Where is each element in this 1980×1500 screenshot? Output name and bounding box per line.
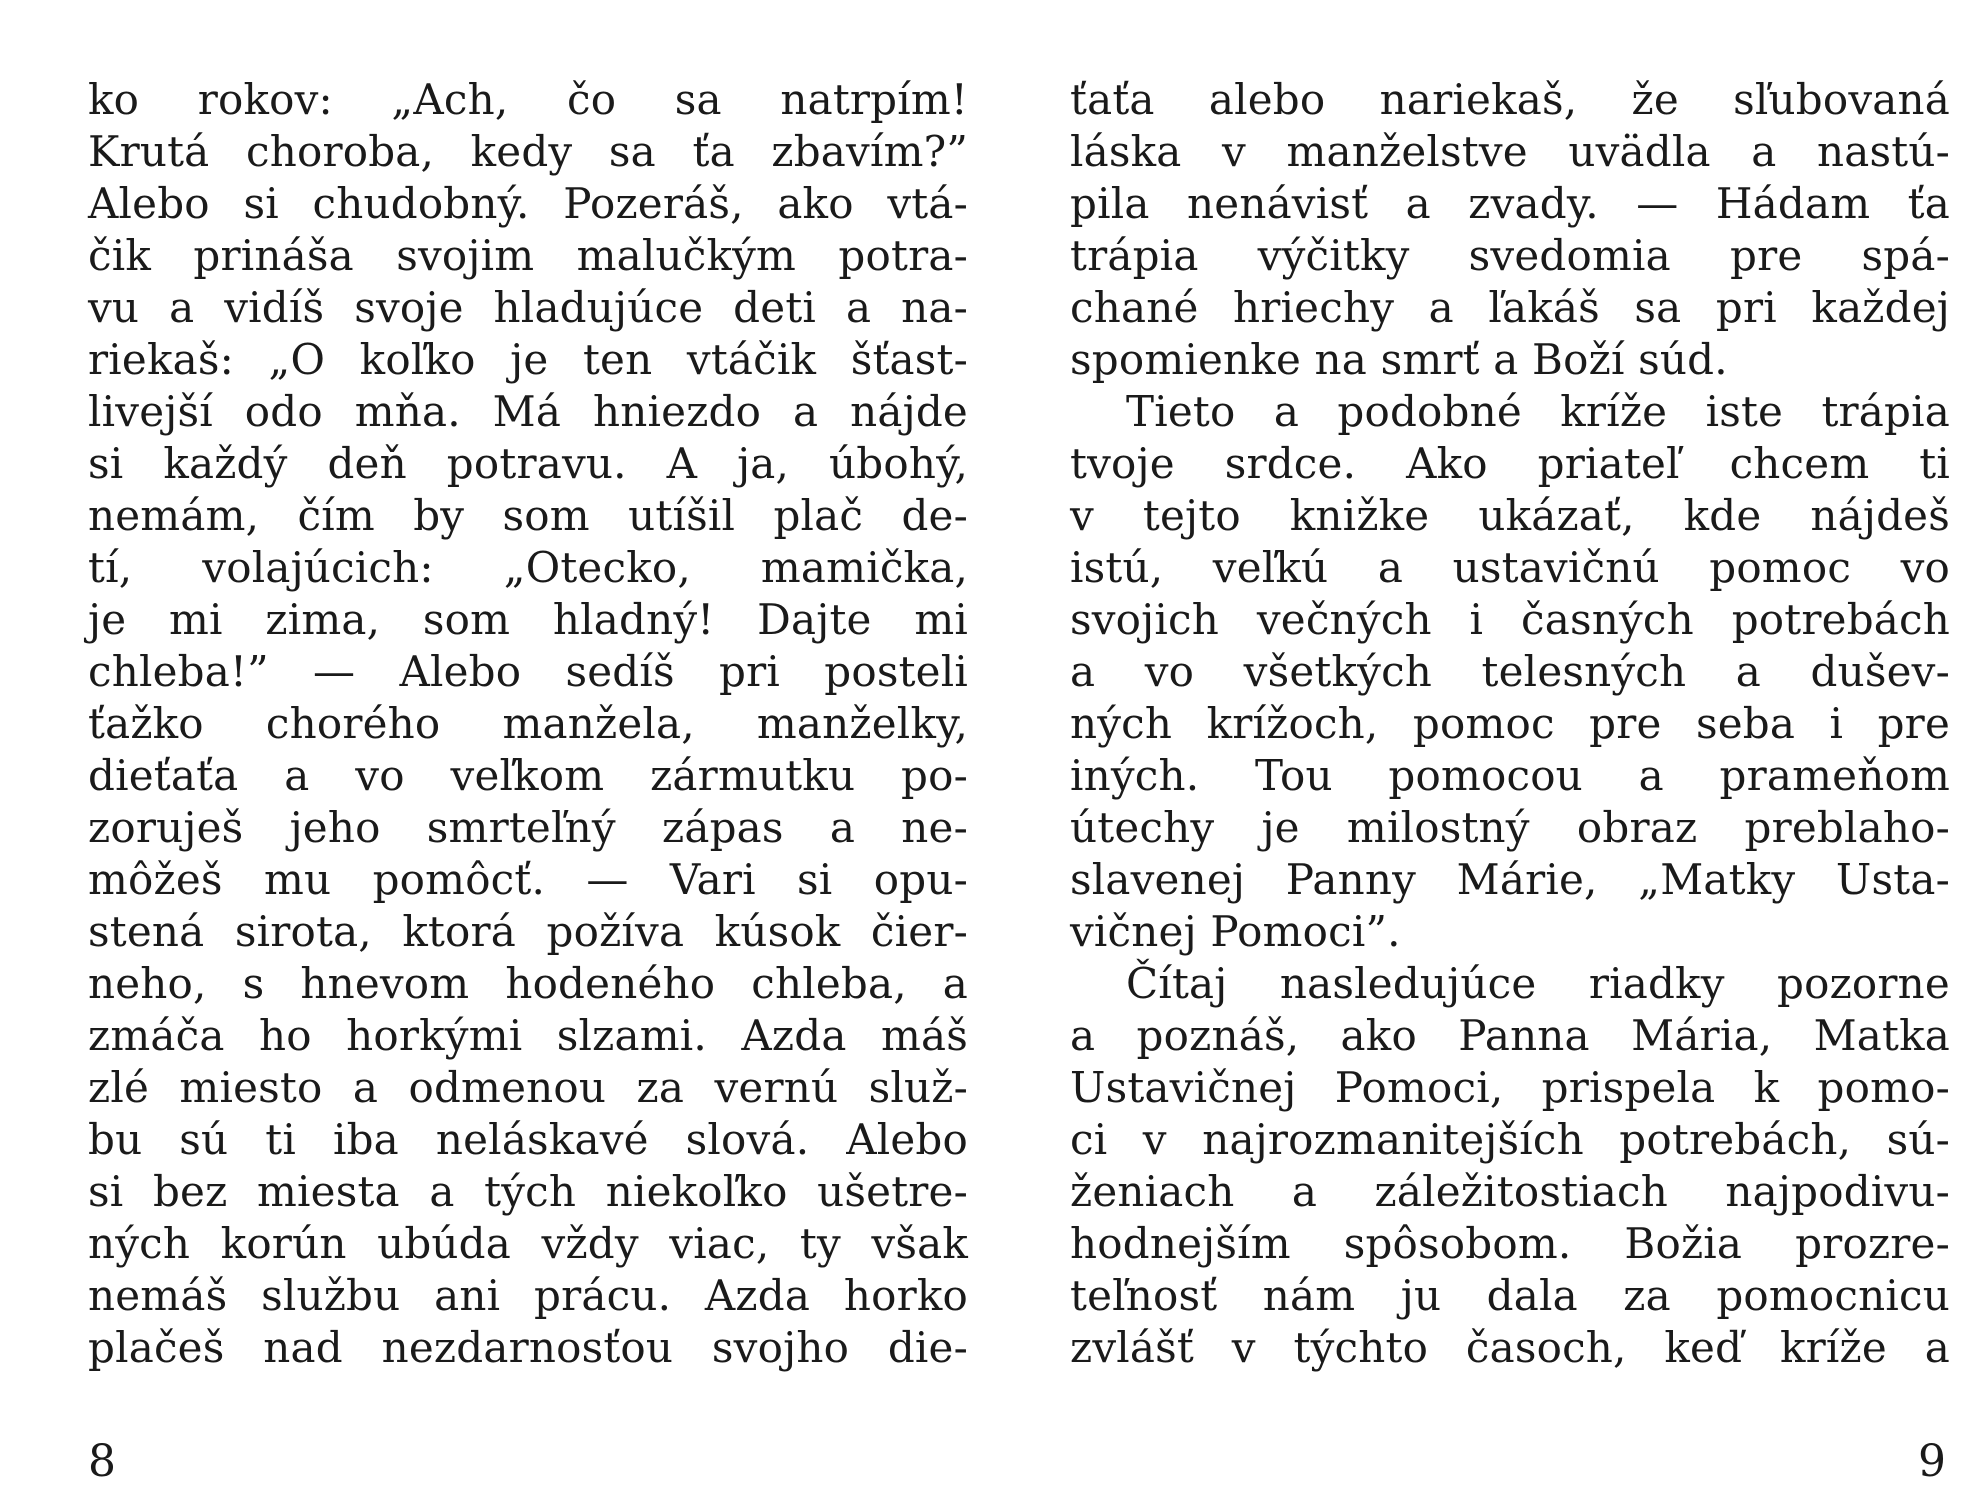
text-line: bu sú ti iba neláskavé slová. Alebo (88, 1115, 968, 1164)
text-line: ťaťa alebo nariekaš, že sľubovaná (1070, 75, 1950, 124)
text-line: zmáča ho horkými slzami. Azda máš (88, 1011, 968, 1060)
text-line: ťažko chorého manžela, manželky, (88, 699, 968, 748)
text-line: zvlášť v týchto časoch, keď kríže a (1070, 1323, 1950, 1372)
text-line: vičnej Pomoci”. (1070, 907, 1401, 956)
text-line: Krutá choroba, kedy sa ťa zbavím?” (88, 127, 968, 176)
text-line: ných krížoch, pomoc pre seba i pre (1070, 699, 1950, 748)
text-line: vu a vidíš svoje hladujúce deti a na- (88, 283, 968, 332)
text-line: nemám, čím by som utíšil plač de- (88, 491, 968, 540)
text-line: spomienke na smrť a Boží súd. (1070, 335, 1728, 384)
text-line: chané hriechy a ľakáš sa pri každej (1070, 283, 1950, 332)
text-line: a poznáš, ako Panna Mária, Matka (1070, 1011, 1950, 1060)
text-line: si bez miesta a tých niekoľko ušetre- (88, 1167, 968, 1216)
text-line: tvoje srdce. Ako priateľ chcem ti (1070, 439, 1950, 488)
text-line: a vo všetkých telesných a dušev- (1070, 647, 1950, 696)
text-line: dieťaťa a vo veľkom zármutku po- (88, 751, 968, 800)
text-line: slavenej Panny Márie, „Matky Usta- (1070, 855, 1950, 904)
text-line: láska v manželstve uvädla a nastú- (1070, 127, 1950, 176)
text-line: tí, volajúcich: „Otecko, mamička, (88, 543, 968, 592)
text-line: ci v najrozmanitejších potrebách, sú- (1070, 1115, 1950, 1164)
text-line: iných. Tou pomocou a prameňom (1070, 751, 1950, 800)
text-line: svojich večných i časných potrebách (1070, 595, 1950, 644)
text-line: stená sirota, ktorá požíva kúsok čier- (88, 907, 968, 956)
text-line: Čítaj nasledujúce riadky pozorne (1126, 959, 1950, 1008)
text-line: chleba!” — Alebo sedíš pri posteli (88, 647, 968, 696)
text-line: neho, s hnevom hodeného chleba, a (88, 959, 968, 1008)
text-line: v tejto knižke ukázať, kde nájdeš (1070, 491, 1950, 540)
text-line: zlé miesto a odmenou za vernú služ- (88, 1063, 968, 1112)
text-line: pila nenávisť a zvady. — Hádam ťa (1070, 179, 1950, 228)
text-line: môžeš mu pomôcť. — Vari si opu- (88, 855, 968, 904)
right-page (1070, 74, 1950, 1374)
text-line: Alebo si chudobný. Pozeráš, ako vtá- (88, 179, 968, 228)
text-line: útechy je milostný obraz preblaho- (1070, 803, 1950, 852)
text-line: nemáš službu ani prácu. Azda horko (88, 1271, 968, 1320)
text-line: zoruješ jeho smrteľný zápas a ne- (88, 803, 968, 852)
text-line: hodnejším spôsobom. Božia prozre- (1070, 1219, 1950, 1268)
text-line: riekaš: „O koľko je ten vtáčik šťast- (88, 335, 968, 384)
text-line: si každý deň potravu. A ja, úbohý, (88, 439, 968, 488)
text-line: livejší odo mňa. Má hniezdo a nájde (88, 387, 968, 436)
text-line: ných korún ubúda vždy viac, ty však (88, 1219, 968, 1268)
text-line: Ustavičnej Pomoci, prispela k pomo- (1070, 1063, 1950, 1112)
page-number-left: 8 (88, 1436, 116, 1487)
page-number-right: 9 (1918, 1436, 1946, 1487)
text-line: ženiach a záležitostiach najpodivu- (1070, 1167, 1950, 1216)
left-page (88, 74, 968, 1374)
text-line: ko rokov: „Ach, čo sa natrpím! (88, 75, 968, 124)
text-line: je mi zima, som hladný! Dajte mi (88, 595, 968, 644)
text-line: teľnosť nám ju dala za pomocnicu (1070, 1271, 1950, 1320)
text-line: istú, veľkú a ustavičnú pomoc vo (1070, 543, 1950, 592)
text-line: čik prináša svojim malučkým potra- (88, 231, 968, 280)
text-line: Tieto a podobné kríže iste trápia (1126, 387, 1950, 436)
text-line: trápia výčitky svedomia pre spá- (1070, 231, 1950, 280)
text-line: plačeš nad nezdarnosťou svojho die- (88, 1323, 968, 1372)
